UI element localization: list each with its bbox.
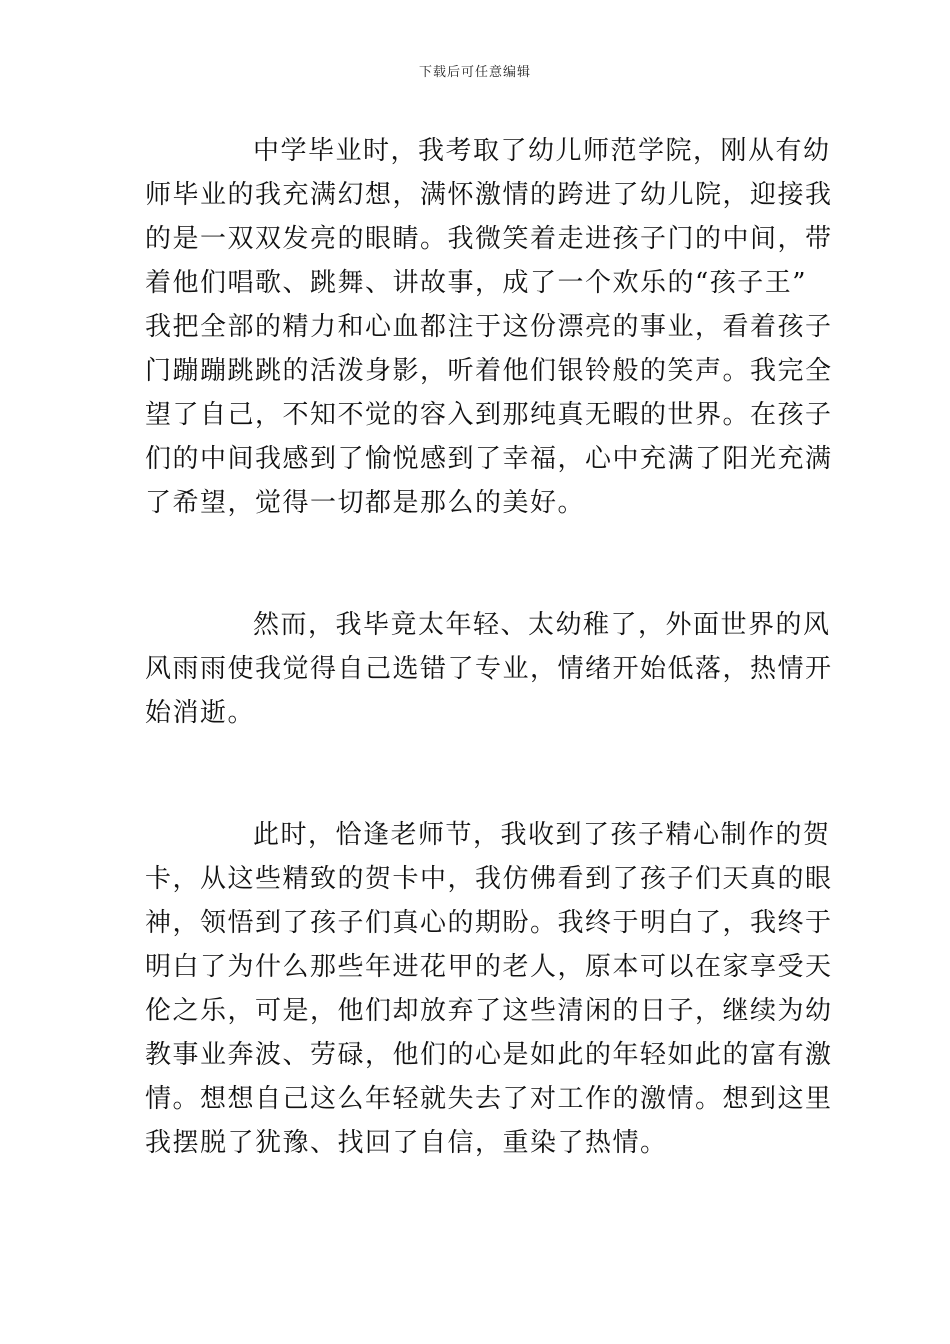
paragraph-3: [145, 813, 833, 1165]
paragraph-line: 着他们唱歌、跳舞、讲故事，成了一个欢乐的“孩子王”: [145, 268, 808, 298]
paragraph-line: 然而，我毕竟太年轻、太幼稚了，外面世界的风: [253, 610, 831, 640]
paragraph-line: 了希望，觉得一切都是那么的美好。: [145, 488, 586, 518]
paragraph-line: 始消逝。: [145, 698, 256, 728]
paragraph-line: 们的中间我感到了愉悦感到了幸福，心中充满了阳光充满: [145, 444, 833, 474]
paragraph-line: 中学毕业时，我考取了幼儿师范学院，刚从有幼: [253, 136, 831, 166]
paragraph-line: 情。想想自己这么年轻就失去了对工作的激情。想到这里: [145, 1084, 833, 1114]
paragraph-line: 望了自己，不知不觉的容入到那纯真无暇的世界。在孩子: [145, 400, 833, 430]
paragraph-line: 风雨雨使我觉得自己选错了专业，情绪开始低落，热情开: [145, 654, 833, 684]
paragraph-2: [145, 603, 833, 735]
paragraph-line: 的是一双双发亮的眼睛。我微笑着走进孩子门的中间，带: [145, 224, 833, 254]
paragraph-line: 卡，从这些精致的贺卡中，我仿佛看到了孩子们天真的眼: [145, 864, 833, 894]
page-header: 下载后可任意编辑: [418, 65, 531, 80]
paragraph-line: 伦之乐，可是，他们却放弃了这些清闲的日子，继续为幼: [145, 996, 833, 1026]
paragraph-line: 此时，恰逢老师节，我收到了孩子精心制作的贺: [253, 820, 831, 850]
paragraph-line: 师毕业的我充满幻想，满怀激情的跨进了幼儿院，迎接我: [145, 180, 833, 210]
paragraph-1: [145, 129, 833, 525]
paragraph-line: 门蹦蹦跳跳的活泼身影，听着他们银铃般的笑声。我完全: [145, 356, 833, 386]
document-body: [145, 129, 833, 1243]
paragraph-line: 我把全部的精力和心血都注于这份漂亮的事业，看着孩子: [145, 312, 833, 342]
paragraph-line: 我摆脱了犹豫、找回了自信，重染了热情。: [145, 1128, 668, 1158]
paragraph-line: 神，领悟到了孩子们真心的期盼。我终于明白了，我终于: [145, 908, 833, 938]
paragraph-line: 明白了为什么那些年进花甲的老人，原本可以在家享受天: [145, 952, 833, 982]
paragraph-line: 教事业奔波、劳碌，他们的心是如此的年轻如此的富有激: [145, 1040, 833, 1070]
